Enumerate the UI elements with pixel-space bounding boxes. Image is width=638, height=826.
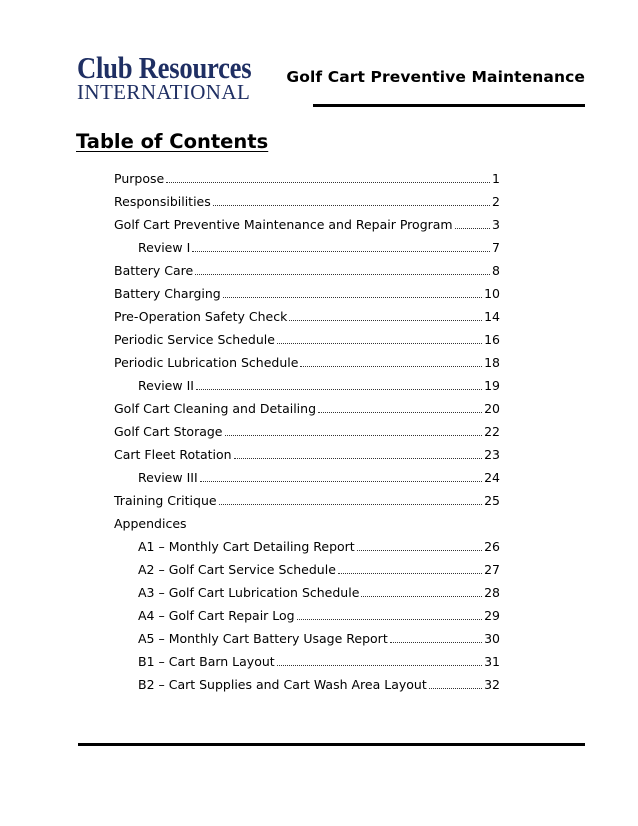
toc-page-number: 8 [492,263,500,278]
toc-page-number: 26 [484,539,500,554]
toc-entry[interactable] [114,213,500,236]
toc-entry[interactable] [114,190,500,213]
toc-entry-title: A1 – Monthly Cart Detailing Report [138,539,355,554]
toc-entry-title: Purpose [114,171,165,186]
toc-entry[interactable] [114,512,500,535]
toc-entry-title: A3 – Golf Cart Lubrication Schedule [138,585,360,600]
toc-entry-title: Review II [138,378,194,393]
toc-entry-title: Periodic Service Schedule [114,332,275,347]
toc-dot-leader [338,573,482,574]
toc-dot-leader [429,688,482,689]
toc-page-number: 16 [484,332,500,347]
toc-entry-title: A5 – Monthly Cart Battery Usage Report [138,631,388,646]
table-of-contents [114,167,500,696]
toc-dot-leader [219,504,483,505]
toc-page-number: 10 [484,286,500,301]
header-rule [313,104,585,107]
toc-dot-leader [455,228,490,229]
toc-entry-title: B1 – Cart Barn Layout [138,654,275,669]
toc-entry[interactable] [114,558,500,581]
footer-rule [78,743,585,746]
toc-page-number: 22 [484,424,500,439]
toc-entry[interactable] [114,673,500,696]
logo-line-2: INTERNATIONAL [77,80,251,104]
toc-dot-leader [225,435,483,436]
toc-entry-title: Appendices [114,516,187,531]
toc-page-number: 3 [492,217,500,232]
toc-entry[interactable] [114,259,500,282]
toc-entry[interactable] [114,627,500,650]
toc-dot-leader [289,320,482,321]
toc-entry[interactable] [114,466,500,489]
toc-entry[interactable] [114,443,500,466]
toc-entry[interactable] [114,282,500,305]
toc-dot-leader [192,251,490,252]
toc-entry-title: Golf Cart Storage [114,424,223,439]
toc-entry-title: Training Critique [114,493,217,508]
toc-dot-leader [166,182,490,183]
toc-entry[interactable] [114,374,500,397]
toc-page-number: 23 [484,447,500,462]
toc-entry[interactable] [114,397,500,420]
toc-page-number: 25 [484,493,500,508]
toc-page-number: 27 [484,562,500,577]
toc-page-number: 28 [484,585,500,600]
toc-entry[interactable] [114,236,500,259]
toc-entry[interactable] [114,167,500,190]
toc-page-number: 14 [484,309,500,324]
toc-entry-title: Review III [138,470,198,485]
toc-entry[interactable] [114,328,500,351]
toc-dot-leader [196,389,482,390]
toc-page-number: 18 [484,355,500,370]
document-header-title: Golf Cart Preventive Maintenance [286,68,585,86]
toc-heading: Table of Contents [76,130,269,153]
toc-page-number: 32 [484,677,500,692]
toc-dot-leader [297,619,482,620]
logo-line-1: Club Resources [77,50,252,85]
toc-entry[interactable] [114,489,500,512]
toc-entry-title: Periodic Lubrication Schedule [114,355,299,370]
toc-entry-title: Cart Fleet Rotation [114,447,232,462]
toc-entry[interactable] [114,650,500,673]
toc-dot-leader [223,297,482,298]
toc-dot-leader [200,481,482,482]
toc-entry-title: Golf Cart Cleaning and Detailing [114,401,317,416]
toc-dot-leader [357,550,482,551]
toc-entry[interactable] [114,604,500,627]
toc-dot-leader [277,665,482,666]
toc-dot-leader [277,343,482,344]
toc-page-number: 24 [484,470,500,485]
toc-entry[interactable] [114,351,500,374]
toc-entry-title: Golf Cart Preventive Maintenance and Repair Program [114,217,453,232]
toc-dot-leader [195,274,490,275]
toc-entry-title: Review I [138,240,191,255]
toc-page-number: 29 [484,608,500,623]
toc-entry[interactable] [114,420,500,443]
toc-entry[interactable] [114,535,500,558]
toc-page-number: 30 [484,631,500,646]
toc-dot-leader [234,458,482,459]
toc-page-number: 19 [484,378,500,393]
club-resources-logo [77,50,252,104]
toc-page-number: 2 [492,194,500,209]
toc-page-number: 31 [484,654,500,669]
toc-dot-leader [300,366,482,367]
toc-dot-leader [213,205,490,206]
toc-dot-leader [361,596,482,597]
toc-page-number: 7 [492,240,500,255]
toc-dot-leader [318,412,482,413]
toc-entry[interactable] [114,305,500,328]
toc-entry[interactable] [114,581,500,604]
toc-entry-title: B2 – Cart Supplies and Cart Wash Area Layout [138,677,427,692]
toc-entry-title: Pre-Operation Safety Check [114,309,288,324]
toc-entry-title: Battery Care [114,263,194,278]
toc-page-number: 1 [492,171,500,186]
toc-page-number: 20 [484,401,500,416]
toc-entry-title: A4 – Golf Cart Repair Log [138,608,295,623]
toc-entry-title: Responsibilities [114,194,211,209]
toc-entry-title: A2 – Golf Cart Service Schedule [138,562,336,577]
toc-entry-title: Battery Charging [114,286,221,301]
toc-dot-leader [390,642,482,643]
